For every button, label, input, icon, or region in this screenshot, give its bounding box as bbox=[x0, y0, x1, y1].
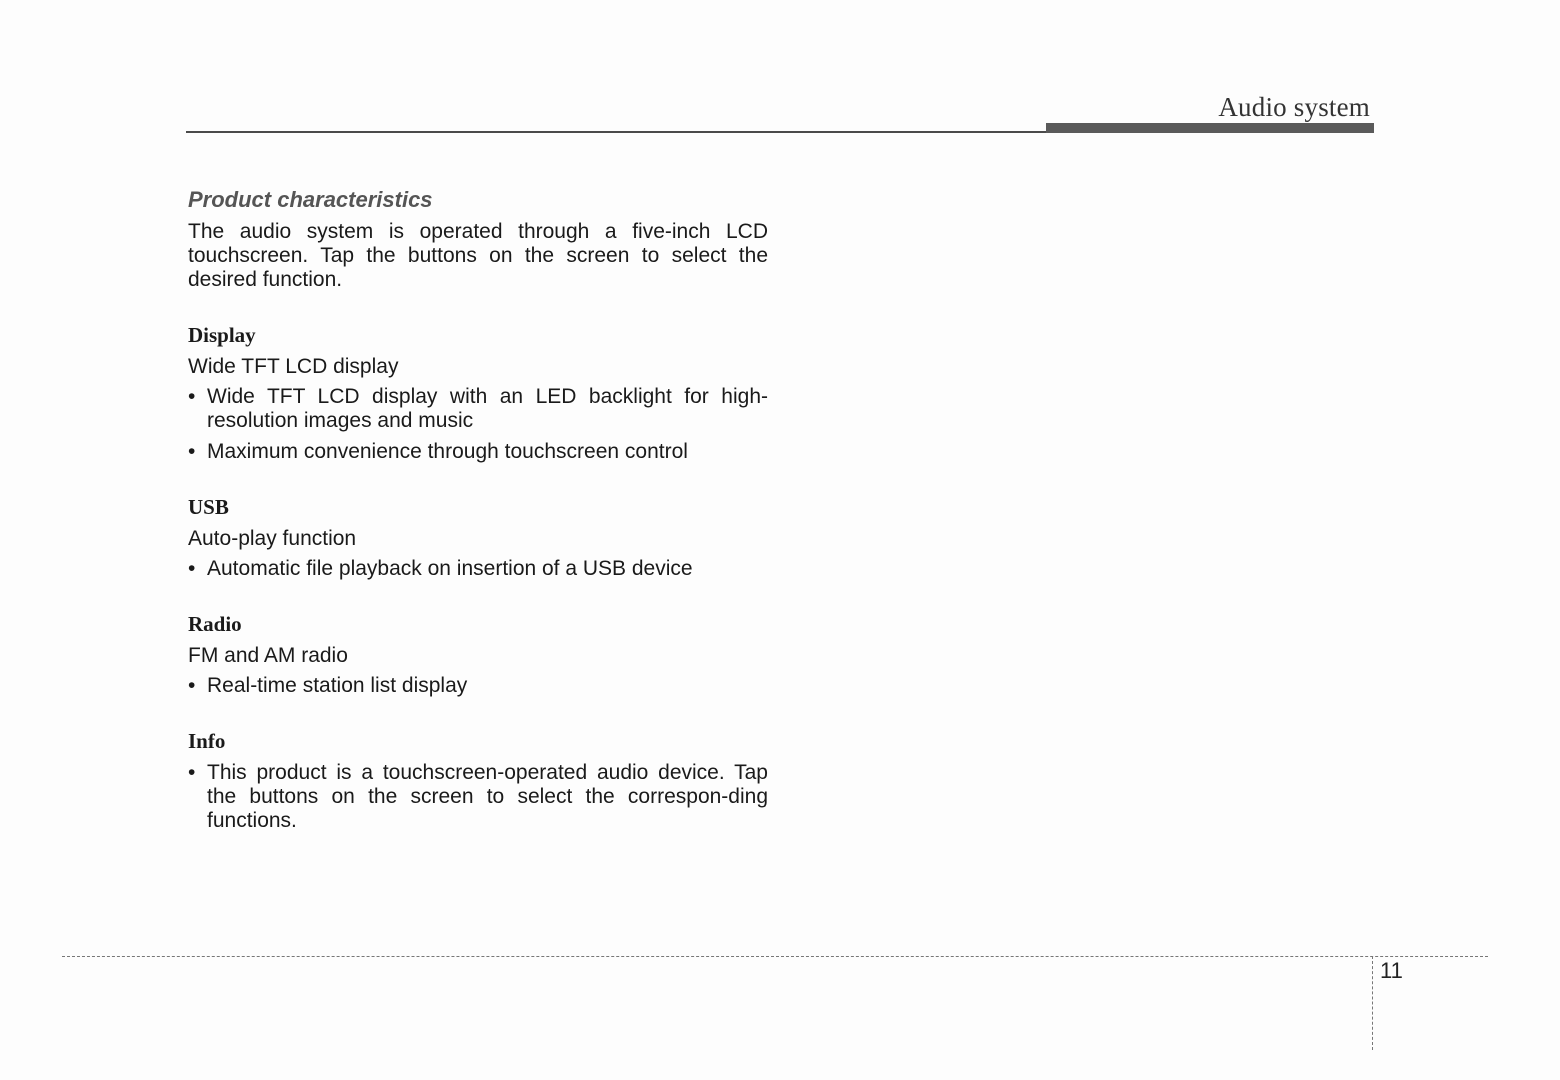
bullet-icon: • bbox=[188, 440, 196, 463]
display-heading: Display bbox=[188, 323, 256, 347]
radio-section bbox=[188, 612, 768, 698]
running-header-title: Audio system bbox=[1218, 92, 1370, 122]
list-item bbox=[188, 557, 768, 581]
page-number: 11 bbox=[1380, 958, 1403, 983]
bullet-icon: • bbox=[188, 557, 196, 580]
list-item bbox=[188, 761, 768, 833]
info-section bbox=[188, 729, 768, 833]
bullet-icon: • bbox=[188, 761, 196, 784]
list-item-text: Maximum convenience through touchscreen control bbox=[207, 440, 688, 463]
bullet-icon: • bbox=[188, 674, 196, 697]
list-item-text: Wide TFT LCD display with an LED backlight for high-resolution images and music bbox=[207, 385, 768, 432]
list-item-text: This product is a touchscreen-operated audio device. Tap the buttons on the screen to select the correspon-ding functions. bbox=[207, 761, 768, 832]
list-item bbox=[188, 440, 768, 464]
display-bullet-list bbox=[188, 385, 768, 464]
usb-section bbox=[188, 495, 768, 581]
section-title: Product characteristics bbox=[188, 187, 433, 212]
header-rule-accent bbox=[1046, 123, 1374, 133]
list-item-text: Automatic file playback on insertion of a USB device bbox=[207, 557, 693, 580]
info-heading: Info bbox=[188, 729, 226, 753]
list-item-text: Real-time station list display bbox=[207, 674, 468, 697]
radio-subtitle: FM and AM radio bbox=[188, 644, 348, 667]
radio-bullet-list bbox=[188, 674, 768, 698]
footer-dashed-rule bbox=[62, 956, 1488, 957]
radio-heading: Radio bbox=[188, 612, 242, 636]
list-item bbox=[188, 674, 768, 698]
usb-subtitle: Auto-play function bbox=[188, 527, 357, 550]
intro-paragraph: The audio system is operated through a five-inch LCD touchscreen. Tap the buttons on the screen to select the desired function. bbox=[188, 220, 768, 291]
list-item bbox=[188, 385, 768, 433]
usb-bullet-list bbox=[188, 557, 768, 581]
usb-heading: USB bbox=[188, 495, 229, 519]
info-bullet-list bbox=[188, 761, 768, 833]
bullet-icon: • bbox=[188, 385, 196, 408]
display-section bbox=[188, 323, 768, 464]
display-subtitle: Wide TFT LCD display bbox=[188, 355, 399, 378]
footer-vertical-dashed-rule bbox=[1372, 956, 1373, 1050]
main-content bbox=[188, 188, 768, 840]
